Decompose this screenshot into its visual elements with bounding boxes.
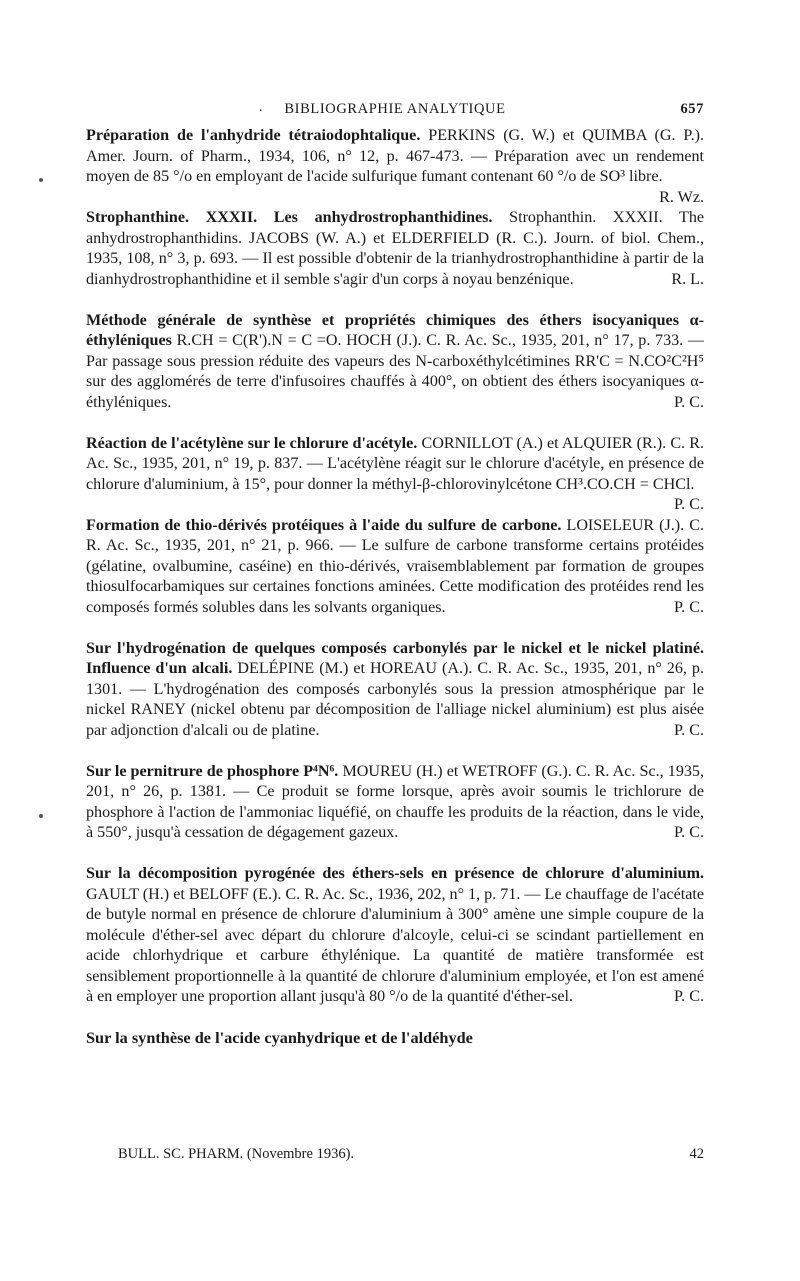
entry-signature: R. Wz. <box>659 188 704 206</box>
entries-column <box>86 126 704 1048</box>
entry-signature: P. C. <box>674 824 704 841</box>
page-footer <box>118 1146 704 1163</box>
entry-title: Formation de thio-dérivés protéiques à l'aide du sulfure de carbone. <box>86 516 562 534</box>
entry-title: Réaction de l'acétylène sur le chlorure d'acétyle. <box>86 434 418 452</box>
footer-signature-number: 42 <box>689 1146 704 1162</box>
margin-mark <box>39 178 43 182</box>
entry-body: Strophanthin. XXXII. The anhydrostrophanthidins. JACOBS (W. A.) et ELDERFIELD (R. C.). Journ. of biol. Chem., 1935, 108, n° 3, p. 693. — Il est possible d'obtenir de la trianhydrostrophanthidine à partir de la dianhydrostrophanthidine et il semble s'agir d'un corps à noyau benzénique. <box>86 209 705 288</box>
bibliography-entry <box>86 311 704 414</box>
bibliography-entry <box>86 762 704 844</box>
entry-signature: P. C. <box>674 393 704 411</box>
entry-title: Strophanthine. XXXII. Les anhydrostrophanthidines. <box>86 209 493 226</box>
continued-entry-title: Sur la synthèse de l'acide cyanhydrique et de l'aldéhyde <box>86 1028 473 1047</box>
entry-title: Sur la décomposition pyrogénée des éthers-sels en présence de chlorure d'aluminium. <box>86 865 704 882</box>
margin-mark <box>39 814 43 818</box>
running-header <box>86 101 704 125</box>
entry-signature: P. C. <box>674 496 704 513</box>
entry-title: Méthode générale de synthèse et propriétés chimiques des éthers isocyaniques α-éthyléniques <box>86 311 704 349</box>
bibliography-entry <box>86 208 704 290</box>
entry-body: LOISELEUR (J.). C. R. Ac. Sc., 1935, 201, n° 21, p. 966. — Le sulfure de carbone transforme certains protéides (gélatine, ovalbumine, caséine) en thio-dérivés, vraisemblablement par formation de groupes thiosulfocarbamiques sur certaines fonctions aminées. Cette modification des protéides rend les composés formés solubles dans les solvants organiques. <box>86 516 704 616</box>
bibliography-entry <box>86 434 704 513</box>
entry-body: PERKINS (G. W.) et QUIMBA (G. P.). Amer. Journ. of Pharm., 1934, 106, n° 12, p. 467-473. — Préparation avec un rendement moyen de 85 °/o en employant de l'acide sulfurique fumant contenant 60 °/o de SO³ libre. <box>86 127 704 185</box>
entry-title: Préparation de l'anhydride tétraiodophtalique. <box>86 127 421 144</box>
entry-body: MOUREU (H.) et WETROFF (G.). C. R. Ac. Sc., 1935, 201, n° 26, p. 1381. — Ce produit se forme lorsque, après avoir soumis le trichlorure de phosphore à l'action de l'ammoniac liquéfié, on chauffe les produits de la réaction, dans le vide, à 550°, jusqu'à cessation de dégagement gazeux. <box>86 762 704 841</box>
page-number: 657 <box>680 101 704 117</box>
entry-title: Sur le pernitrure de phosphore P⁴N⁶. <box>86 762 339 780</box>
bibliography-entry <box>86 126 704 206</box>
footer-journal: BULL. SC. PHARM. (Novembre 1936). <box>118 1146 355 1162</box>
bibliography-entry <box>86 516 704 619</box>
bibliography-entry <box>86 864 704 1008</box>
entry-signature: R. L. <box>671 270 704 288</box>
header-dot: . <box>259 100 263 115</box>
entry-body: GAULT (H.) et BELOFF (E.). C. R. Ac. Sc., 1936, 202, n° 1, p. 71. — Le chauffage de l'acétate de butyle normal en présence de chlorure d'aluminium à 300° amène une simple coupure de la molécule d'éther-sel avec départ du chlorure d'alcoyle, celui-ci se scindant partiellement en acide chlorhydrique et carbure éthylénique. La quantité de matière transformée est sensiblement proportionnelle à la quantité de chlorure d'aluminium employée, et l'on est amené à en employer une proportion allant jusqu'à 80 °/o de la quantité d'éther-sel. <box>86 885 704 1005</box>
entry-body: DELÉPINE (M.) et HOREAU (A.). C. R. Ac. Sc., 1935, 201, n° 26, p. 1301. — L'hydrogénation des composés carbonylés sous la pression atmosphérique par le nickel RANEY (nickel obtenu par décomposition de l'alliage nickel aluminium) est plus aisée par adjonction d'alcali ou de platine. <box>86 660 704 739</box>
entry-signature: P. C. <box>674 598 704 616</box>
entry-signature: P. C. <box>674 988 704 1005</box>
entry-body: CORNILLOT (A.) et ALQUIER (R.). C. R. Ac. Sc., 1935, 201, n° 19, p. 837. — L'acétylène réagit sur le chlorure d'acétyle, en présence de chlorure d'aluminium, à 15°, pour donner la méthyl-β-chlorovinylcétone CH³.CO.CH = CHCl. <box>86 434 704 493</box>
bibliography-entry <box>86 639 704 742</box>
entry-title: Sur l'hydrogénation de quelques composés carbonylés par le nickel et le nickel platiné. Influence d'un alcali. <box>86 639 704 677</box>
entry-signature: P. C. <box>674 721 704 739</box>
header-title: BIBLIOGRAPHIE ANALYTIQUE <box>284 101 506 117</box>
entry-body: R.CH = C(R').N = C =O. HOCH (J.). C. R. Ac. Sc., 1935, 201, n° 17, p. 733. — Par passage sous pression réduite des vapeurs des N-carboxéthylcétimines RR'C = N.CO²C²H⁵ sur des agglomérés de terre d'infusoires chauffés à 400°, on obtient des éthers isocyaniques α-éthyléniques. <box>86 332 704 411</box>
